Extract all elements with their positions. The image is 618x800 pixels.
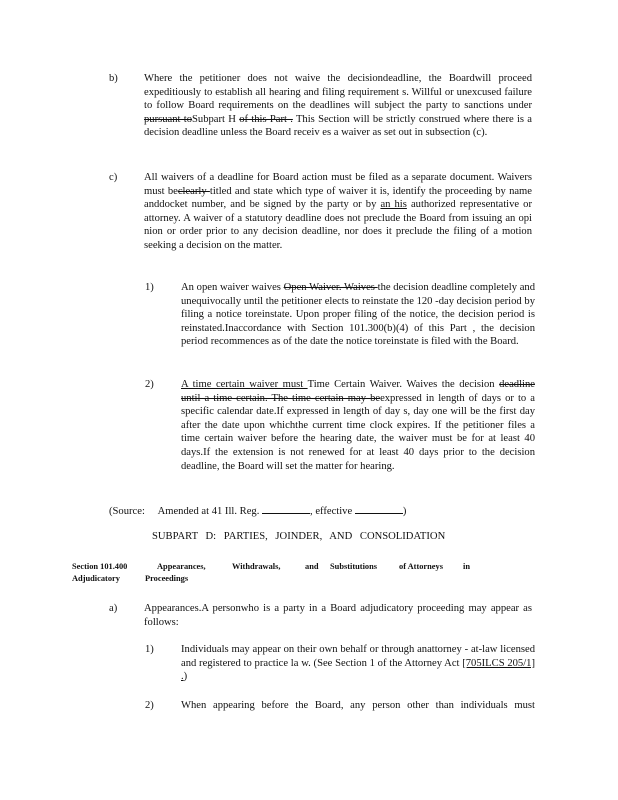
section-title-word-1: Appearances, xyxy=(157,562,206,571)
source-effective: , effective xyxy=(310,506,353,517)
item-b-label: b) xyxy=(109,73,118,84)
item-a-label: a) xyxy=(109,603,118,614)
item-c1-text-2: the decision deadline completely and unequivocally until the petitioner elects to reinstate the 120 -day decision period by filing a notice toreinstate. Upon proper filing of the notice, the decision period is reinstated.Inaccordance with Section 101.300(b)(4) of this Part , the decision period recommences as of the date the notice toreinstate is filed with the Board. xyxy=(181,282,536,348)
section-title-word-4: Substitutions xyxy=(330,562,378,571)
source-label: (Source: xyxy=(109,506,145,517)
source-date-blank xyxy=(355,503,403,514)
section-title-word-2: Withdrawals, xyxy=(232,562,281,571)
section-title-line2-a: Adjudicatory xyxy=(72,574,120,583)
item-c2-underline-1: A time certain waiver must xyxy=(181,379,308,390)
item-c-text-1: All waivers of a deadline for Board action must be filed as a separate document. Waivers must be xyxy=(144,172,532,197)
item-a2-paragraph: When appearing before the Board, any person other than individuals must xyxy=(181,700,535,711)
item-a1-label: 1) xyxy=(145,644,154,655)
section-title-word-3: and xyxy=(305,562,319,571)
item-c1-text-1: An open waiver waives xyxy=(181,282,284,293)
section-title-line2-b: Proceedings xyxy=(145,574,189,583)
source-note xyxy=(109,503,406,519)
item-a1-paragraph xyxy=(181,643,535,684)
item-c2-text-1: Time Certain Waiver. Waives the decision xyxy=(307,379,500,390)
section-number: Section 101.400 xyxy=(72,562,128,571)
item-c2-strike-1: deadline until a time certain. The time certain may be xyxy=(181,379,535,404)
item-b-text-1: Where the petitioner does not waive the decisiondeadline, the Boardwill proceed expeditiously to establish all hearing and filing requirement s. Willful or unexcused failure to follow Board requirements on the deadlines will subject the party to sanctions under xyxy=(144,73,532,112)
subpart-heading: SUBPART D: PARTIES, JOINDER, AND CONSOLIDATION xyxy=(152,531,446,542)
item-c1-paragraph xyxy=(181,281,535,349)
source-amended: Amended at 41 Ill. Reg. xyxy=(157,506,260,517)
item-c-paragraph xyxy=(144,171,532,253)
item-b-text-2: Subpart H xyxy=(192,113,240,125)
item-c2-text-2: expressed in length of days or to a specific calendar date.If expressed in length of day s, day one will be the first day after the date upon whichthe current time clock expires. If the petitioner files a time certain waiver before the hearing date, the waiver must be for at least 40 days.If the extension is not renewed for at least 40 days prior to the decision deadline, the Board will set the matter for hearing. xyxy=(181,392,535,472)
source-close: ) xyxy=(402,506,407,517)
item-a1-text-3: ) xyxy=(183,671,188,683)
item-a-paragraph: Appearances.A personwho is a party in a Board adjudicatory proceeding may appear as follows: xyxy=(144,603,532,628)
item-b-paragraph xyxy=(144,72,532,140)
item-a1-text-1: Individuals may appear on their own behalf or through anattorney - at-law licensed and registered to practice la w. (See Section 1 of the Attorney Act xyxy=(181,644,535,669)
item-b-strike-1: pursuant to xyxy=(144,113,193,125)
item-c-underline-1: an his xyxy=(380,199,407,211)
item-a1-citation: [705ILCS 205/1] . xyxy=(181,657,535,683)
item-b-text-3: This Section will be strictly construed where there is a decision deadline unless the Board receiv es a waiver as set out in subsection (c). xyxy=(144,113,533,139)
item-c-label: c) xyxy=(109,172,118,183)
item-c-strike-1: clearly xyxy=(177,185,210,197)
source-reg-blank xyxy=(262,503,310,514)
item-c2-label: 2) xyxy=(145,379,154,390)
section-title-word-5: of Attorneys xyxy=(399,562,443,571)
item-c-text-3: authorized representative or attorney. A waiver of a statutory deadline does not preclude the Board from issuing an opi nion or order prior to any decision deadline, nor does it preclude the filing of a motion seeking a decision on the matter. xyxy=(144,199,533,251)
section-title-word-6: in xyxy=(463,562,470,571)
item-a2-label: 2) xyxy=(145,700,154,711)
item-c1-label: 1) xyxy=(145,282,154,293)
item-c-text-2: titled and state which type of waiver it is, identify the proceeding by name anddocket number, and be signed by the party or by xyxy=(144,185,533,211)
item-b-strike-2: of this Part . xyxy=(239,113,293,125)
item-c1-strike-1: Open Waiver. Waives xyxy=(283,282,378,293)
item-c2-paragraph xyxy=(181,378,535,473)
